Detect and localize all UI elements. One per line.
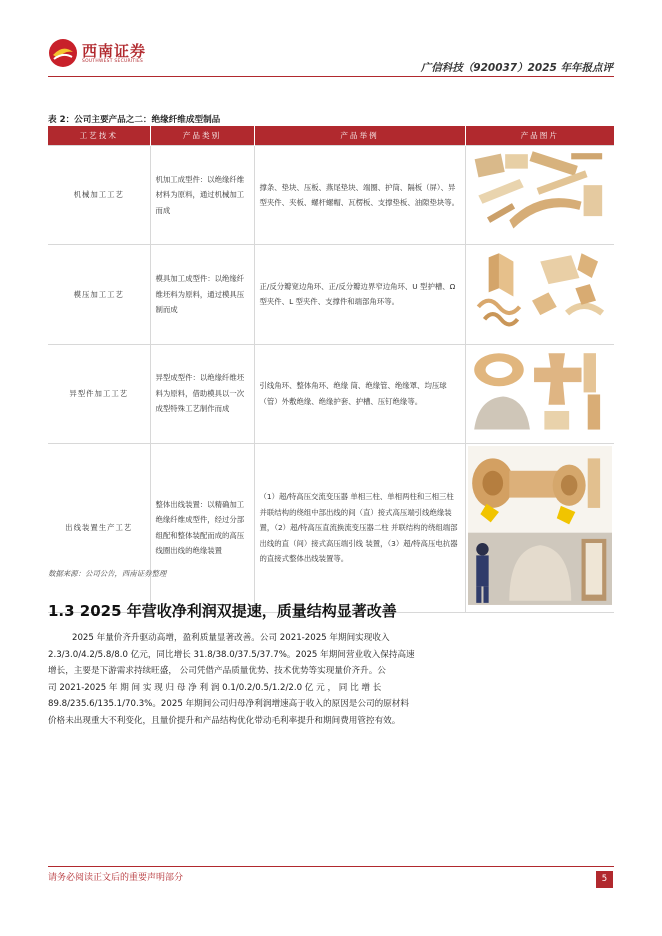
paragraph-line: 2025 年量价齐升驱动高增，盈利质量显著改善。公司 2021-2025 年期间实现收入: [72, 633, 390, 643]
section-paragraph: [48, 630, 614, 730]
table-source-note: 数据来源：公司公告，西南证券整理: [48, 569, 167, 578]
category-cell: [150, 245, 254, 344]
category-text: 模具加工成型件：以绝缘纤维坯料为原料，通过模具压制而成: [155, 274, 245, 315]
table-caption: 表 2：公司主要产品之二：绝缘纤维成型制品: [48, 115, 221, 125]
column-header: 产品举例: [254, 126, 465, 146]
category-text: 整体出线装置：以精确加工绝缘纤维成型件，经过分部组配和整体装配而成的高压线圈出线的绝缘装置: [155, 499, 245, 556]
table-row: [48, 443, 614, 612]
column-header: 产品类别: [150, 126, 254, 146]
process-cell: 出线装置生产工艺: [48, 443, 150, 612]
logo-chinese-name: 西南证券: [82, 42, 147, 60]
examples-text: （1）超/特高压交流变压器 单相三柱、单相两柱和三相三柱并联结构的绕组中部出线的间（直）接式高压端引线绝缘装置，（2）超/特高压直流换流变压器二柱 并联结构的绕组端部出线的直（间）接式高压端引线 装置，（3）超/特高压电抗器的直接式整体出线装置等。: [259, 492, 458, 564]
column-header: 产品图片: [465, 126, 614, 146]
picture-cell: [465, 344, 614, 443]
table-row: [48, 245, 614, 344]
picture-cell: [465, 245, 614, 344]
examples-cell: [254, 344, 465, 443]
category-cell: [150, 443, 254, 612]
machined-parts-photo: [468, 148, 613, 237]
paragraph-line: 价格未出现重大不利变化，且量价提升和产品结构优化带动毛利率提升和期间费用管控有效。: [48, 715, 401, 726]
examples-cell: [254, 443, 465, 612]
header-divider: [48, 76, 614, 77]
special-shaped-parts-photo: [468, 347, 613, 436]
category-cell: [150, 146, 254, 245]
company-logo: [48, 38, 160, 74]
table-row: [48, 344, 614, 443]
picture-cell: [465, 443, 614, 612]
logo-emblem-icon: [48, 38, 78, 68]
examples-text: 正/反分瓣宽边角环、正/反分瓣边界窄边角环、U 型护槽、Ω 型夹件、L 型夹件、支撑件和端部角环等。: [259, 281, 456, 307]
report-title: 广信科技（920037）2025 年年报点评: [420, 62, 613, 74]
table-row: [48, 146, 614, 245]
outlet-device-photo: [468, 446, 613, 605]
products-table: [48, 126, 614, 613]
page-header: [0, 0, 662, 78]
paragraph-line: 2.3/3.0/4.2/5.8/8.0 亿元，同比增长 31.8/38.0/37.5/37.7%。2025 年期间营业收入保持高速: [48, 649, 415, 660]
footer-divider: [48, 866, 614, 867]
process-cell: 机械加工工艺: [48, 146, 150, 245]
section-heading: 1.3 2025 年营收净利润双提速，质量结构显著改善: [48, 602, 397, 620]
paragraph-line: 89.8/235.6/135.1/70.3%。2025 年期间公司归母净利润增速高于收入的原因是公司的原材料: [48, 699, 409, 710]
paragraph-line: 司 2021-2025 年 期 间 实 现 归 母 净 利 润 0.1/0.2/0.5/1.2/2.0 亿 元 ， 同 比 增 长: [48, 682, 382, 693]
picture-cell: [465, 146, 614, 245]
category-cell: [150, 344, 254, 443]
examples-cell: [254, 146, 465, 245]
molded-parts-photo: [468, 247, 613, 336]
column-header: 工艺技术: [48, 126, 150, 146]
logo-english-name: SOUTHWEST SECURITIES: [82, 59, 144, 64]
page-number: 5: [596, 871, 613, 888]
process-cell: 异型件加工工艺: [48, 344, 150, 443]
category-text: 机加工成型件：以绝缘纤维材料为原料，通过机械加工而成: [155, 174, 245, 215]
footer-disclaimer: 请务必阅读正文后的重要声明部分: [48, 873, 184, 883]
table-header-row: [48, 126, 614, 146]
paragraph-line: 增长，主要是下游需求持续旺盛， 公司凭借产品质量优势、技术优势等实现量价齐升。公: [48, 666, 386, 677]
examples-cell: [254, 245, 465, 344]
examples-text: 撑条、垫块、压板、燕尾垫块、端圈、护筒、隔板（屏）、异型夹件、夹板、螺杆螺帽、瓦楞板、支撑垫板、油隙垫块等。: [259, 182, 460, 208]
category-text: 异型成型件：以绝缘纤维坯料为原料，借助模具以一次成型特殊工艺制作而成: [155, 373, 245, 414]
examples-text: 引线角环、整体角环、绝缘 筒、绝缘管、绝缘罩、均压球（管）外敷绝缘、绝缘护套、护槽、压钉绝缘等。: [259, 381, 447, 406]
process-cell: 模压加工工艺: [48, 245, 150, 344]
